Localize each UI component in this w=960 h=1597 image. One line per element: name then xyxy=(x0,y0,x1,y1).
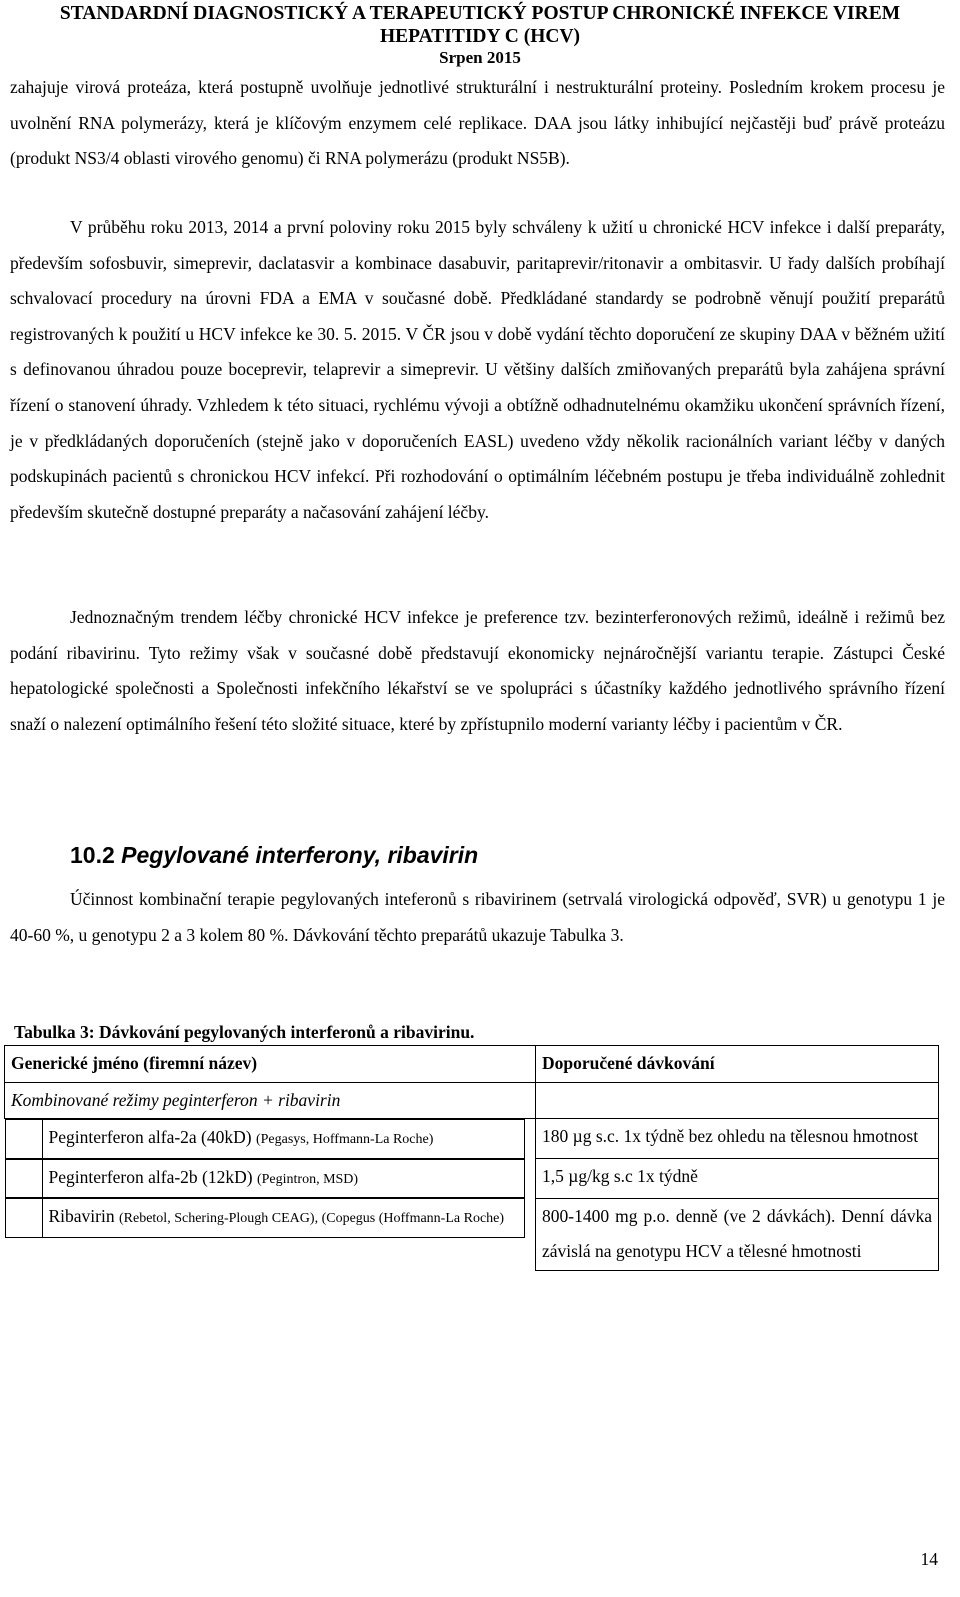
dosage-table xyxy=(4,1045,939,1271)
col1-header: Generické jméno (firemní název) xyxy=(5,1046,536,1083)
group-empty-cell xyxy=(536,1082,939,1119)
drug-brand: (Pegintron, MSD) xyxy=(256,1171,359,1187)
page-header xyxy=(0,2,960,68)
table-group-row xyxy=(5,1082,939,1119)
group-label: Kombinované režimy peginterferon + ribavirin xyxy=(5,1082,536,1119)
drug-name-block xyxy=(43,1120,524,1158)
table-row xyxy=(5,1198,939,1270)
paragraph-efficacy: Účinnost kombinační terapie pegylovaných inteferonů s ribavirinem (setrvalá virologická odpověď, SVR) u genotypu 1 je 40-60 %, u genotypu 2 a 3 kolem 80 %. Dávkování těchto preparátů ukazuje Tabulka 3. xyxy=(10,889,945,945)
section-title: Pegylované interferony, ribavirin xyxy=(121,842,479,868)
indent-gutter xyxy=(6,1120,43,1158)
drug-brand: (Rebetol, Schering-Plough CEAG), (Copegus (Hoffmann-La Roche) xyxy=(118,1211,505,1227)
paragraph-treatment-trend: Jednoznačným trendem léčby chronické HCV infekce je preference tzv. bezinterferonových režimů, ideálně i režimů bez podání ribavirinu. Tyto režimy však v současné době představují ekonomicky nejnáročnější variantu terapie. Zástupci České hepatologické společnosti a Společnosti infekčního lékařství se ve spolupráci s účastníky každého jednotlivého správního řízení snaží o nalezení optimálního řešení této složité situace, které by zpřístupnilo moderní varianty léčby i pacientům v ČR. xyxy=(10,607,945,734)
indent-gutter xyxy=(6,1160,43,1198)
drug-name-block xyxy=(43,1199,524,1237)
indent-gutter xyxy=(6,1199,43,1237)
drug-cell xyxy=(5,1198,525,1238)
drug-name: Peginterferon alfa-2a (40kD) xyxy=(48,1127,252,1148)
paragraph-approved-drugs: V průběhu roku 2013, 2014 a první poloviny roku 2015 byly schváleny k užití u chronické HCV infekce i další preparáty, především sofosbuvir, simeprevir, daclatasvir a kombinace dasabuvir, paritaprevir/ritonavir a ombitasvir. U řady dalších probíhají schvalovací procedury na úrovni FDA a EMA v současné době. Předkládané standardy se podrobně věnují použití preparátů registrovaných k použití u HCV infekce ke 30. 5. 2015. V ČR jsou v době vydání těchto doporučení ze skupiny DAA v běžném užití s definovanou úhradou pouze boceprevir, telaprevir a simeprevir. U většiny dalších zmiňovaných preparátů byla zahájena správní řízení o stanovení úhrady. Vzhledem k této situaci, rychlému vývoji a obtížně odhadnutelnému okamžiku ukončení správních řízení, je v předkládaných doporučeních (stejně jako v doporučeních EASL) uvedeno vždy několik racionálních variant léčby v daných podskupinách pacientů s chronickou HCV infekcí. Při rozhodování o optimálním léčebném postupu je třeba individuálně zohlednit především skutečně dostupné preparáty a načasování zahájení léčby. xyxy=(10,217,945,522)
dose-cell: 800-1400 mg p.o. denně (ve 2 dávkách). Denní dávka závislá na genotypu HCV a tělesné hmotnosti xyxy=(536,1198,939,1270)
dose-cell: 180 µg s.c. 1x týdně bez ohledu na tělesnou hmotnost xyxy=(536,1119,939,1159)
section-heading xyxy=(70,840,478,870)
drug-name: Peginterferon alfa-2b (12kD) xyxy=(48,1166,253,1187)
drug-brand: (Pegasys, Hoffmann-La Roche) xyxy=(255,1132,434,1148)
drug-name: Ribavirin xyxy=(48,1206,115,1227)
table-row xyxy=(5,1159,939,1199)
header-title-line2: HEPATITIDY C (HCV) xyxy=(379,26,581,47)
table-header-row xyxy=(5,1046,939,1083)
drug-cell xyxy=(5,1119,525,1159)
section-number: 10.2 xyxy=(70,842,115,868)
table-caption: Tabulka 3: Dávkování pegylovaných interferonů a ribavirinu. xyxy=(14,1022,475,1042)
dose-cell: 1,5 µg/kg s.c 1x týdně xyxy=(536,1159,939,1199)
header-date: Srpen 2015 xyxy=(439,48,521,67)
table-row xyxy=(5,1119,939,1159)
drug-name-block xyxy=(43,1160,524,1198)
page-number: 14 xyxy=(920,1549,938,1569)
col2-header: Doporučené dávkování xyxy=(536,1046,939,1083)
drug-cell xyxy=(5,1159,525,1199)
header-title-line1: STANDARDNÍ DIAGNOSTICKÝ A TERAPEUTICKÝ POSTUP CHRONICKÉ INFEKCE VIREM xyxy=(59,3,901,24)
paragraph-daa-intro: zahajuje virová proteáza, která postupně uvolňuje jednotlivé strukturální i nestrukturální proteiny. Posledním krokem procesu je uvolnění RNA polymerázy, která je klíčovým enzymem celé replikace. DAA jsou látky inhibující nejčastěji buď právě proteázu (produkt NS3/4 oblasti virového genomu) či RNA polymerázu (produkt NS5B). xyxy=(10,77,945,169)
